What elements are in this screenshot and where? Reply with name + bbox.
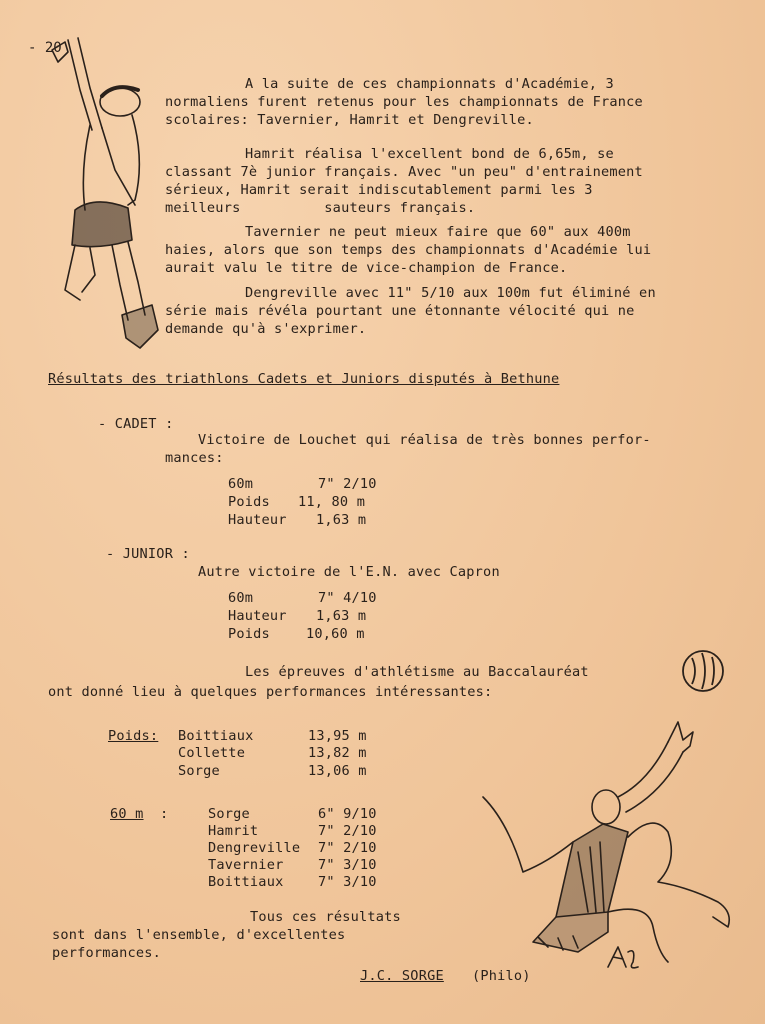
sixty-value: 7" 3/10 [318,874,377,890]
junior-event: 60m [228,590,254,606]
sixty-value: 7" 3/10 [318,857,377,873]
para3-line3: aurait valu le titre de vice-champion de France. [165,260,568,276]
poids-name: Sorge [178,763,220,779]
thrower-drawing [478,712,743,982]
junior-value: 7" 4/10 [318,590,377,606]
sixty-value: 7" 2/10 [318,840,377,856]
para2-line1: Hamrit réalisa l'excellent bond de 6,65m, se [245,146,614,162]
para4-line1: Dengreville avec 11" 5/10 aux 100m fut éliminé en [245,285,656,301]
para1-line3: scolaires: Tavernier, Hamrit et Dengreville. [165,112,534,128]
sixty-name: Boittiaux [208,874,284,890]
para4-line3: demande qu'à s'exprimer. [165,321,367,337]
para1-line1: A la suite de ces championnats d'Académie, 3 [245,76,614,92]
sixty-name: Hamrit [208,823,259,839]
cadet-event: 60m [228,476,254,492]
poids-name: Boittiaux [178,728,254,744]
sixty-label: 60 m [110,806,144,822]
cadet-event: Poids [228,494,270,510]
sixty-colon: : [160,806,169,822]
junior-event: Poids [228,626,270,642]
para2-line2: classant 7è junior français. Avec "un peu" d'entrainement [165,164,643,180]
poids-name: Collette [178,745,246,761]
cadet-event: Hauteur [228,512,287,528]
junior-label: - JUNIOR : [106,546,190,562]
ball-drawing [680,648,726,694]
cadet-value: 11, 80 m [298,494,366,510]
poids-label: Poids: [108,728,159,744]
para1-line2: normaliens furent retenus pour les championnats de France [165,94,643,110]
poids-value: 13,95 m [308,728,367,744]
cadet-line2: mances: [165,450,224,466]
closing-line1: Tous ces résultats [250,909,401,925]
poids-value: 13,06 m [308,763,367,779]
para2-line4: meilleurs sauteurs français. [165,200,476,216]
junior-value: 1,63 m [316,608,367,624]
cadet-value: 1,63 m [316,512,367,528]
closing-line2: sont dans l'ensemble, d'excellentes [52,927,346,943]
sixty-name: Sorge [208,806,250,822]
sixty-name: Tavernier [208,857,284,873]
para3-line1: Tavernier ne peut mieux faire que 60" aux 400m [245,224,631,240]
para3-line2: haies, alors que son temps des championnats d'Académie lui [165,242,652,258]
junior-value: 10,60 m [306,626,365,642]
sixty-name: Dengreville [208,840,301,856]
closing-line3: performances. [52,945,161,961]
signature-class: (Philo) [472,968,531,984]
jumper-drawing [40,30,165,355]
page-number: - 20 [28,40,62,56]
cadet-value: 7" 2/10 [318,476,377,492]
junior-line1: Autre victoire de l'E.N. avec Capron [198,564,500,580]
sixty-value: 7" 2/10 [318,823,377,839]
sixty-value: 6" 9/10 [318,806,377,822]
junior-event: Hauteur [228,608,287,624]
para2-line3: sérieux, Hamrit serait indiscutablement parmi les 3 [165,182,593,198]
poids-value: 13,82 m [308,745,367,761]
cadet-label: - CADET : [98,416,174,432]
section-title: Résultats des triathlons Cadets et Juniors disputés à Bethune [48,371,560,387]
bac-line2: ont donné lieu à quelques performances intéressantes: [48,684,493,700]
bac-line1: Les épreuves d'athlétisme au Baccalauréat [245,664,589,680]
para4-line2: série mais révéla pourtant une étonnante vélocité qui ne [165,303,635,319]
cadet-line1: Victoire de Louchet qui réalisa de très bonnes perfor- [198,432,651,448]
signature-name: J.C. SORGE [360,968,444,984]
